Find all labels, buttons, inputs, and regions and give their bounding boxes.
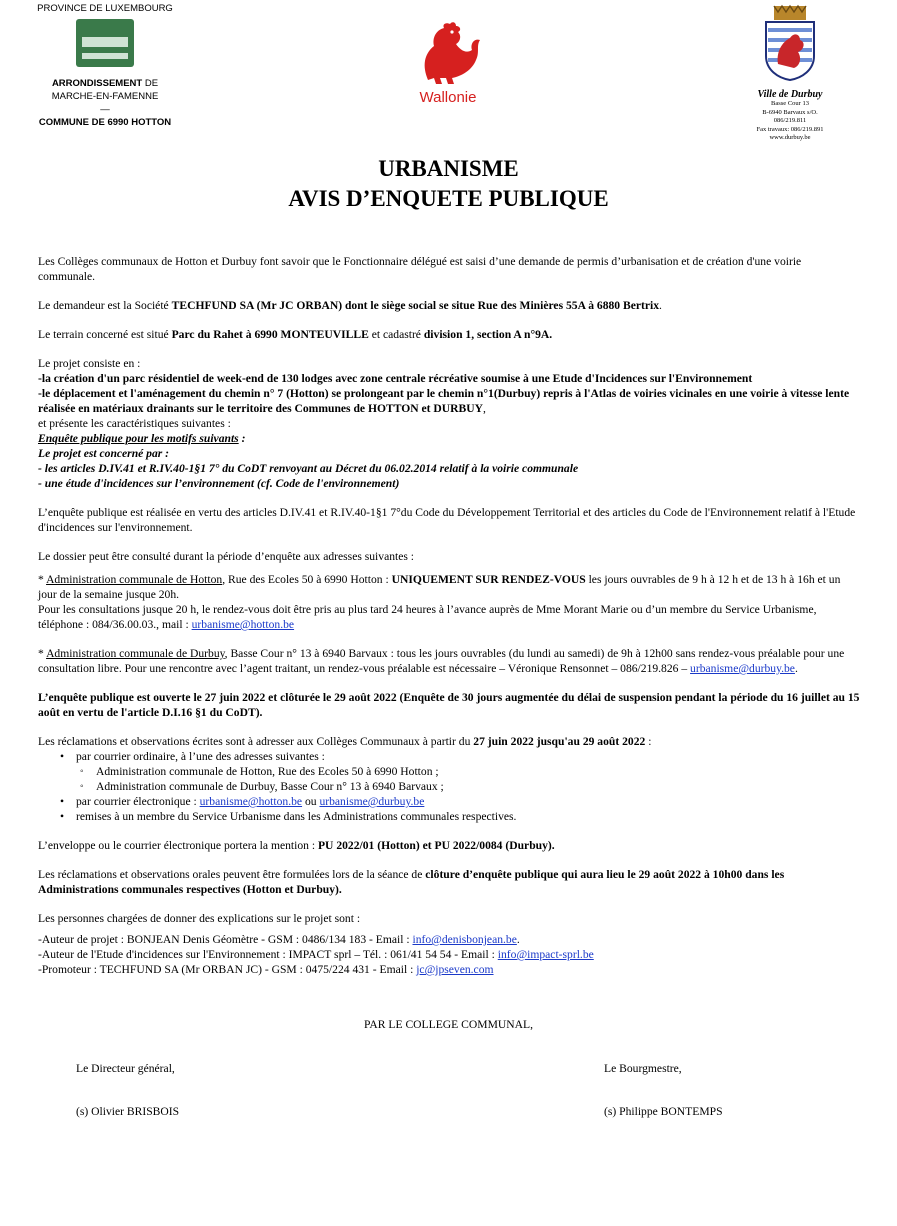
list-item: • remises à un membre du Service Urbanisme dans les Administrations communales respectives.	[76, 809, 860, 824]
written-claims-block: Les réclamations et observations écrites sont à adresser aux Collèges Communaux à partir du 27 juin 2022 jusqu'au 29 août 2022 : • par courrier ordinaire, à l’une des adresses suivantes : ◦ Administration communale de Hotton, Rue des Ecoles 50 à 6990 Hotton ; ◦ Administration communale de Durbuy, Basse Cour n° 13 à 6940 Barvaux ; • par courrier électronique : urbanisme@hotton.be ou urbanisme@durbuy.be • remises à un membre du Service Urbanisme dans les Administrations communales respectives.	[38, 734, 860, 824]
college-label: PAR LE COLLEGE COMMUNAL,	[364, 1018, 533, 1031]
contact-line: -Auteur de projet : BONJEAN Denis Géomètre - GSM : 0486/134 183 - Email : info@denisbonjean.be.	[38, 933, 520, 946]
durbuy-website: www.durbuy.be	[769, 134, 811, 141]
durbuy-address-line: B-6940 Barvaux s/O.	[762, 108, 818, 116]
hotton-mail-link[interactable]: urbanisme@hotton.be	[191, 618, 295, 631]
hotton-coat-of-arms-icon	[76, 19, 134, 67]
site-paragraph: Le terrain concerné est situé Parc du Rahet à 6990 MONTEUVILLE et cadastré division 1, section A n°9A.	[38, 328, 553, 341]
marche-label: MARCHE-EN-FAMENNE	[51, 91, 159, 102]
durbuy-address-block: * Administration communale de Durbuy, Basse Cour n° 13 à 6940 Barvaux : tous les jours ouvrables (du lundi au samedi) de 9h à 12h00 sans rendez-vous préalable pour une consultation libre. Pour une rencontre avec l’agent traitant, un rendez-vous préalable est nécessaire – Véronique Rensonnet – 086/219.826 – urbanisme@durbuy.be.	[38, 647, 845, 675]
durbuy-fax: Fax travaux: 086/219.891	[756, 125, 824, 133]
hotton-mail-link[interactable]: urbanisme@hotton.be	[199, 795, 303, 808]
durbuy-mail-link[interactable]: urbanisme@durbuy.be	[690, 662, 795, 675]
list-item: • par courrier ordinaire, à l’une des adresses suivantes : ◦ Administration communale de Hotton, Rue des Ecoles 50 à 6990 Hotton ; ◦ Administration communale de Durbuy, Basse Cour n° 13 à 6940 Barvaux ;	[76, 749, 860, 794]
applicant-paragraph: Le demandeur est la Société TECHFUND SA (Mr JC ORBAN) dont le siège social se situe Rue des Minières 55A à 6880 Bertrix.	[38, 299, 662, 312]
hotton-address-block: * Administration communale de Hotton, Rue des Ecoles 50 à 6990 Hotton : UNIQUEMENT SUR RENDEZ-VOUS les jours ouvrables de 9 h à 12 h et de 13 h à 16h et un jour de la semaine jusque 20h. Pour les consultations jusque 20 h, le rendez-vous doit être pris au plus tard 24 heures à l’avance auprès de Mme Morant Marie ou d’un membre du Service Urbanisme, téléphone : 084/36.00.03., mail : urbanisme@hotton.be	[38, 573, 841, 631]
province-label: PROVINCE DE LUXEMBOURG	[37, 3, 173, 14]
wallonie-logo	[408, 20, 488, 106]
dash-separator: —	[100, 104, 110, 115]
title-line-1: URBANISME	[378, 156, 519, 181]
wallonie-label: Wallonie	[419, 89, 477, 106]
intro-paragraph: Les Collèges communaux de Hotton et Durbuy font savoir que le Fonctionnaire délégué est saisi d’une demande de permis d’urbanisation et de création d'une voirie communale.	[38, 255, 802, 283]
address-sublist	[76, 764, 860, 794]
durbuy-name: Ville de Durbuy	[757, 89, 823, 100]
arrondissement-label: ARRONDISSEMENT DE	[51, 78, 159, 89]
notice-body	[38, 254, 860, 977]
promoteur-mail-link[interactable]: jc@jpseven.com	[416, 963, 494, 976]
consultation-intro: Le dossier peut être consulté durant la période d’enquête aux adresses suivantes :	[38, 550, 415, 563]
contacts-intro: Les personnes chargées de donner des explications sur le projet sont :	[38, 912, 361, 925]
signature-titles	[76, 1062, 836, 1075]
durbuy-mail-link[interactable]: urbanisme@durbuy.be	[319, 795, 425, 808]
enquiry-period-paragraph: L’enquête publique est ouverte le 27 juin 2022 et clôturée le 29 août 2022 (Enquête de 30 jours augmentée du délai de suspension pendant la période du 16 juillet au 15 août en vertu de l'article D.I.16 §1 du CoDT).	[38, 691, 860, 719]
project-paragraph: Le projet consiste en : -la création d'un parc résidentiel de week-end de 130 lodges avec zone centrale récréative soumise à une Etude d'Incidences sur l'Environnement -le déplacement et l'aménagement du chemin n° 7 (Hotton) se prolongeant par le chemin n°1(Durbuy) repris à l'Atlas de voiries vicinales en une voirie à vitesse lente réalisée en matériaux drainants sur le territoire des Communes de HOTTON et DURBUY, et présente les caractéristiques suivantes : Enquête publique pour les motifs suivants : Le projet est concerné par : - les articles D.IV.41 et R.IV.40-1§1 7° du CoDT renvoyant au Décret du 06.02.2014 relatif à la voirie communale - une étude d'incidences sur l’environnement (cf. Code de l'environnement)	[38, 357, 850, 490]
list-item: • par courrier électronique : urbanisme@hotton.be ou urbanisme@durbuy.be	[76, 794, 860, 809]
page-title	[0, 154, 897, 214]
directeur-title: Le Directeur général,	[76, 1062, 175, 1075]
legal-basis-paragraph: L’enquête publique est réalisée en vertu des articles D.IV.41 et R.IV.40-1§1 7°du Code du Développement Territorial et des articles du Code de l'Environnement relatif à l'Etude d'incidences sur l'environnement.	[38, 506, 856, 534]
durbuy-phone: 086/219.811	[773, 117, 807, 124]
bonjean-mail-link[interactable]: info@denisbonjean.be	[412, 933, 517, 946]
title-line-2: AVIS D’ENQUETE PUBLIQUE	[288, 186, 609, 211]
oral-claims-paragraph: Les réclamations et observations orales peuvent être formulées lors de la séance de clôture d’enquête publique qui aura lieu le 29 août 2022 à 10h00 dans les Administrations communales respectives (Hotton et Durbuy).	[38, 868, 785, 896]
letterhead	[0, 0, 897, 150]
bourgmestre-title: Le Bourgmestre,	[604, 1062, 682, 1075]
contacts-block	[38, 932, 860, 977]
hotton-header	[20, 2, 190, 129]
contact-line: -Auteur de l'Etude d'incidences sur l'Environnement : IMPACT sprl – Tél. : 061/41 54 54 - Email : info@impact-sprl.be	[38, 948, 594, 961]
bourgmestre-name: (s) Philippe BONTEMPS	[604, 1105, 723, 1118]
impact-mail-link[interactable]: info@impact-sprl.be	[497, 948, 594, 961]
durbuy-header	[730, 4, 850, 143]
durbuy-address-line: Basse Cour 13	[771, 100, 809, 107]
commune-label: COMMUNE DE 6990 HOTTON	[38, 117, 172, 128]
directeur-name: (s) Olivier BRISBOIS	[76, 1105, 180, 1118]
reference-paragraph: L’enveloppe ou le courrier électronique portera la mention : PU 2022/01 (Hotton) et PU 2022/0084 (Durbuy).	[38, 839, 555, 852]
claims-list	[38, 749, 860, 824]
contact-line: -Promoteur : TECHFUND SA (Mr ORBAN JC) - GSM : 0475/224 431 - Email : jc@jpseven.com	[38, 963, 494, 976]
list-item: ◦ Administration communale de Durbuy, Basse Cour n° 13 à 6940 Barvaux ;	[96, 779, 860, 794]
rooster-icon	[408, 20, 488, 86]
signature-names	[76, 1105, 836, 1118]
list-item: ◦ Administration communale de Hotton, Rue des Ecoles 50 à 6990 Hotton ;	[96, 764, 860, 779]
durbuy-coat-of-arms-icon	[760, 4, 820, 82]
